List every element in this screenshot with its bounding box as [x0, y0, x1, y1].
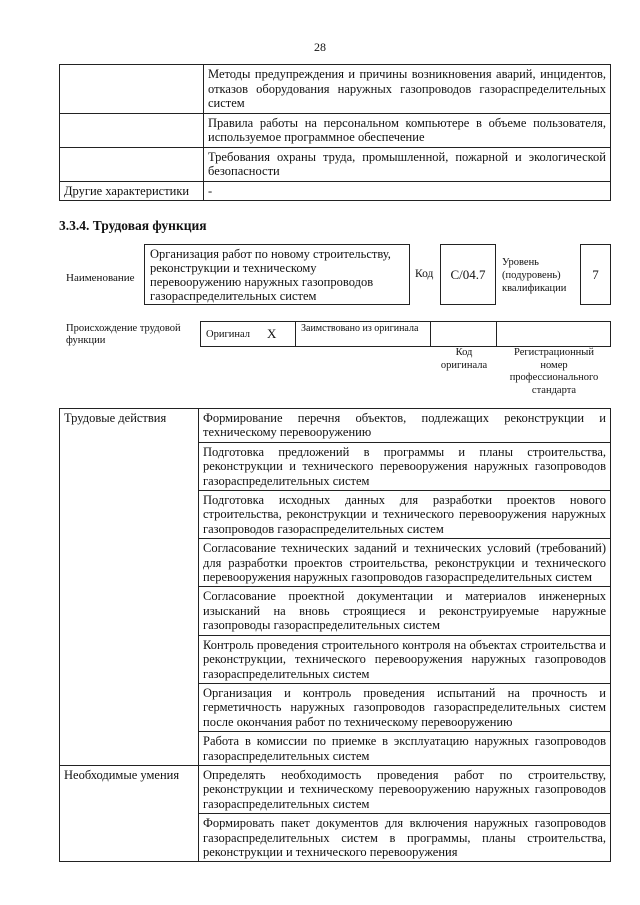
code-original-caption: Код оригинала	[440, 347, 488, 371]
labor-action-item: Формирование перечня объектов, подлежащих реконструкции и техническому перевооружению	[199, 409, 611, 443]
code-label: Код	[415, 268, 434, 280]
original-box	[200, 321, 296, 347]
row-text: Правила работы на персональном компьютере в объеме пользователя, используемое программное обеспечение	[204, 113, 611, 147]
other-characteristics-value: -	[204, 181, 611, 201]
original-label: Оригинал	[206, 329, 250, 340]
table-row	[60, 765, 611, 813]
code-value-box	[440, 244, 496, 305]
name-label: Наименование	[66, 272, 135, 284]
reg-number-box	[496, 321, 611, 347]
section-title: 3.3.4. Трудовая функция	[59, 218, 207, 233]
function-name-value: Организация работ по новому строительству, реконструкции и техническому перевооружению наружных газопроводов газораспределительных систем	[150, 247, 391, 303]
table-row	[60, 181, 611, 201]
row-label	[60, 113, 204, 147]
level-value: 7	[592, 267, 599, 282]
labor-action-item: Согласование проектной документации и материалов инженерных изысканий на вновь строящиеся и реконструируемые наружные газопроводы газораспределительных систем	[199, 587, 611, 635]
row-label	[60, 65, 204, 114]
reg-number-caption: Регистрационный номер профессионального стандарта	[509, 347, 599, 396]
labor-action-item: Согласование технических заданий и технических условий (требований) для разработки проектов строительства, реконструкции и технического перевооружения наружных газопроводов газораспределительных систем	[199, 539, 611, 587]
skills-label: Необходимые умения	[60, 765, 199, 861]
labor-action-item: Подготовка предложений в программы и планы строительства, реконструкции и технического перевооружения наружных газопроводов газораспределительных систем	[199, 442, 611, 490]
level-label: Уровень (подуровень) квалификации	[502, 257, 567, 294]
borrowed-box	[295, 321, 431, 347]
labor-action-item: Контроль проведения строительного контроля на объектах строительства и реконструкции, технического перевооружения наружных газопроводов газораспределительных систем	[199, 635, 611, 683]
labor-function-table	[59, 408, 611, 862]
borrowed-label: Заимствовано из оригинала	[301, 323, 419, 334]
table-row	[60, 409, 611, 443]
table-row	[60, 65, 611, 114]
row-text: Методы предупреждения и причины возникновения аварий, инцидентов, отказов оборудования наружных газопроводов газораспределительных систем	[204, 65, 611, 114]
table-row	[60, 147, 611, 181]
code-original-box	[430, 321, 497, 347]
page-number: 28	[314, 40, 326, 54]
labor-action-item: Подготовка исходных данных для разработки проектов нового строительства, реконструкции и технического перевооружения наружных газопроводов газораспределительных систем	[199, 491, 611, 539]
labor-action-item: Работа в комиссии по приемке в эксплуатацию наружных газопроводов газораспределительных систем	[199, 732, 611, 766]
row-text: Требования охраны труда, промышленной, пожарной и экологической безопасности	[204, 147, 611, 181]
row-label	[60, 147, 204, 181]
code-value: С/04.7	[450, 267, 486, 282]
skill-item: Формировать пакет документов для включения наружных газопроводов газораспределительных систем в программы, планы строительства, реконструкции и технического перевооружения	[199, 814, 611, 862]
function-name-box	[144, 244, 410, 305]
knowledge-table	[59, 64, 611, 201]
original-mark: X	[267, 326, 277, 341]
level-value-box	[580, 244, 611, 305]
labor-action-item: Организация и контроль проведения испытаний на прочность и герметичность наружных газопроводов газораспределительных систем после окончания работ по техническому перевооружению	[199, 683, 611, 731]
origin-label: Происхождение трудовой функции	[66, 323, 181, 346]
other-characteristics-label: Другие характеристики	[60, 181, 204, 201]
skill-item: Определять необходимость проведения работ по строительству, реконструкции и техническому перевооружению наружных газопроводов газораспределительных систем	[199, 765, 611, 813]
table-row	[60, 113, 611, 147]
labor-actions-label: Трудовые действия	[60, 409, 199, 766]
